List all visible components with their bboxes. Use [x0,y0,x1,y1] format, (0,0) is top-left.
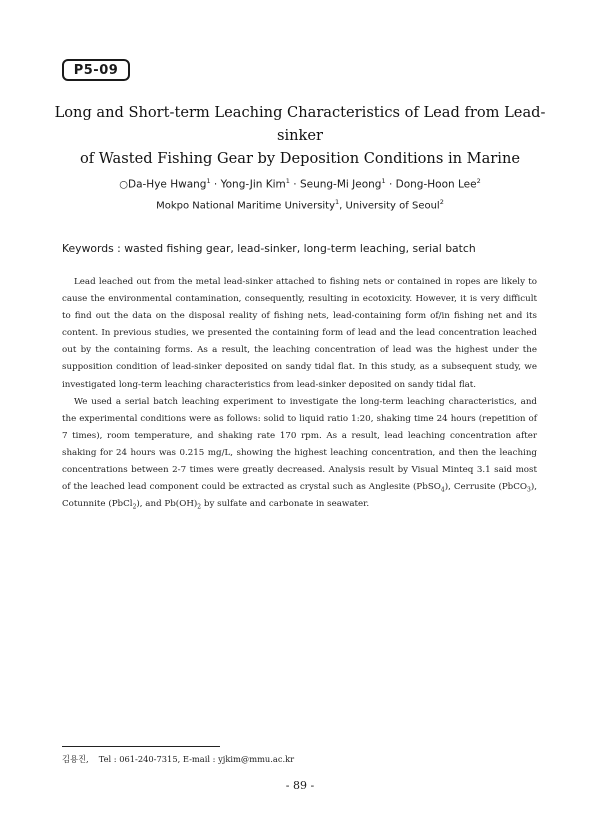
author-affiliation-mark: 2 [476,177,481,185]
presenter-mark: ○ [119,179,128,191]
title-line-1: Long and Short-term Leaching Characteristics of Lead from Lead-sinker [54,104,546,144]
affiliation-mark: 2 [439,198,444,206]
chem-subscript: 2 [197,503,202,511]
author-list [40,174,560,193]
paper-title [40,101,560,170]
author-separator: · [210,178,221,191]
keywords-line: Keywords : wasted fishing gear, lead-sinker, long-term leaching, serial batch [62,242,476,255]
title-line-2: of Wasted Fishing Gear by Deposition Conditions in Marine [79,150,520,167]
abstract-text: ), Cerrusite (PbCO [444,482,528,493]
chem-subscript: 3 [527,486,531,494]
abstract-paragraph-1: Lead leached out from the metal lead-sinker attached to fishing nets or contained in ropes are likely to cause the environmental contamination, consequently, resulting in ecotoxicity. However, it is very difficult to find out the data on the disposal reality of fishing nets, lead-containing form of/in fishing net and its content. In previous studies, we presented the containing form of lead and the lead concentration leached out by the containing forms. As a result, the leaching concentration of lead was the highest under the supposition condition of lead-sinker deposited on sandy tidal flat. In this study, as a subsequent study, we investigated long-term leaching characteristics from lead-sinker deposited on sandy tidal flat. [62,277,537,390]
author-name: Dong-Hoon Lee [395,178,477,191]
abstract-text: ), Cotunnite (PbCl [62,482,537,510]
footnote-email: E-mail : yjkim@mmu.ac.kr [182,754,295,764]
abstract-text: ), and Pb(OH) [136,499,198,510]
affiliation-line: Mokpo National Maritime University$^1$, University of Seoul$^2$ [156,198,444,212]
abstract-text: We used a serial batch leaching experiment to investigate the long-term leaching characteristics, and the experimental conditions were as follows: solid to liquid ratio 1:20, shaking time 24 hours (repetition of 7 times), room temperature, and shaking rate 170 rpm. As a result, lead leaching concentration after shaking for 24 hours was 0.215 mg/L, showing the highest leaching concentration, and then the leaching concentrations between 2-7 times were greatly decreased. Analysis result by Visual Minteq 3.1 said most of the leached lead component could be extracted as crystal such as Anglesite (PbSO [62,396,537,493]
author-affiliation-mark: 1 [381,177,386,185]
footnote-name: 김용진, [62,754,89,764]
author-name: Da-Hye Hwang [128,178,207,191]
abstract-paragraph-2 [62,394,537,514]
author-name: Yong-Jin Kim [220,178,286,191]
chem-subscript: 4 [440,486,445,494]
abstract-body [62,274,537,513]
author-separator: · [385,178,396,191]
corresponding-author-footnote [62,752,542,766]
footnote-divider [62,746,220,747]
abstract-text: by sulfate and carbonate in seawater. [201,499,370,510]
chem-subscript: 2 [132,503,137,511]
affiliation-name: University of Seoul [345,200,440,212]
author-affiliation-mark: 1 [285,177,290,185]
author-affiliation-mark: 1 [206,177,211,185]
footnote-tel: Tel : 061-240-7315, [98,754,181,764]
session-code-badge [62,59,130,81]
author-separator: · [289,178,300,191]
affiliation-mark: 1 [335,198,340,206]
page-number: - 89 - [285,779,315,792]
session-code: P5-09 [73,62,119,78]
author-name: Seung-Mi Jeong [299,178,382,191]
affiliation-name: Mokpo National Maritime University [156,200,336,212]
